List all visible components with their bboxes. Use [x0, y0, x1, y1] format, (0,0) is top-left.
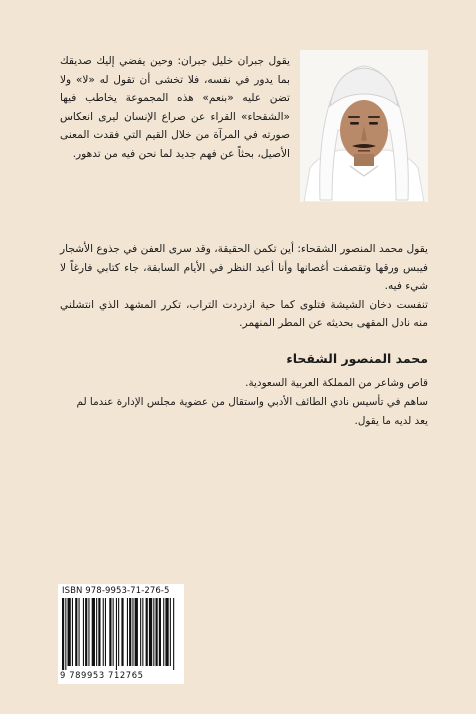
ean-digits: 9 789953 712765 — [60, 670, 144, 680]
barcode-bar — [92, 598, 95, 666]
barcode-bar — [173, 598, 174, 670]
barcode-graphic — [62, 598, 180, 670]
barcode-bar — [65, 598, 66, 670]
isbn-barcode-block — [58, 584, 184, 684]
barcode-bar — [132, 598, 133, 666]
barcode-bar — [113, 598, 114, 666]
barcode-bar — [68, 598, 71, 666]
quote-paragraph — [60, 240, 428, 333]
barcode-bar — [170, 598, 171, 666]
quote-paragraph-part1: يقول محمد المنصور الشقحاء: أين تكمن الحقيقة، وقد سرى العفن في جذوع الأشجار فيبس ورقها وتقصفت أغصانها وأنا أعيد النظر في الأيام السابقة، جاء كتابي فارغاً لا شيء فيه. — [60, 243, 428, 293]
barcode-bar — [142, 598, 143, 666]
barcode-bar — [140, 598, 141, 666]
author-photo-illustration — [300, 50, 428, 202]
barcode-bar — [109, 598, 111, 666]
barcode-bar — [163, 598, 164, 666]
barcode-bar — [121, 598, 123, 666]
author-bio — [60, 374, 428, 431]
barcode-bar — [129, 598, 131, 666]
barcode-bar — [149, 598, 152, 666]
intro-paragraph: يقول جبران خليل جبران: وحين يفضي إليك صديقك بما يدور في نفسه، فلا تخشى أن تقول له «لا» ولا تضن عليه «بنعم» هذه المجموعة يخاطب فيها «الشقحاء» القراء عن صراع الإنسان ليرى انعكاس صورته في المرآة من خلال القيم التي فقدت المعنى الأصيل، بحثاً عن فهم جديد لما نحن فيه من تدهور. — [60, 55, 290, 160]
barcode-bar — [135, 598, 138, 666]
author-portrait — [300, 50, 428, 202]
author-bio-line1: قاص وشاعر من المملكة العربية السعودية. — [245, 377, 428, 389]
author-bio-line2: ساهم في تأسيس نادي الطائف الأدبي واستقال من عضوية مجلس الإدارة عندما لم يعد لديه ما يقول. — [76, 396, 428, 427]
barcode-bar — [127, 598, 128, 666]
barcode-bar — [118, 598, 119, 666]
barcode-bar — [146, 598, 148, 666]
barcode-bar — [88, 598, 89, 666]
barcode-bar — [165, 598, 168, 666]
isbn-label: ISBN 978-9953-71-276-5 — [62, 586, 170, 596]
author-name: محمد المنصور الشقحاء — [286, 351, 428, 366]
barcode-bar — [83, 598, 84, 666]
barcode-bar — [116, 598, 117, 670]
barcode-bar — [105, 598, 106, 666]
barcode-bar — [156, 598, 158, 666]
barcode-bar — [159, 598, 161, 666]
barcode-bar — [72, 598, 73, 666]
barcode-bar — [103, 598, 104, 666]
barcode-bar — [62, 598, 64, 670]
barcode-bar — [98, 598, 100, 666]
barcode-bar — [85, 598, 87, 666]
barcode-bar — [75, 598, 77, 666]
barcode-bar — [153, 598, 154, 666]
barcode-bar — [96, 598, 97, 666]
barcode-bar — [79, 598, 80, 666]
quote-paragraph-part2: تنفست دخان الشيشة فتلوى كما حية ازدردت التراب، تكرر المشهد الذي انتشلني منه نادل المقهى بحديثه عن المطر المنهمر. — [60, 298, 428, 330]
